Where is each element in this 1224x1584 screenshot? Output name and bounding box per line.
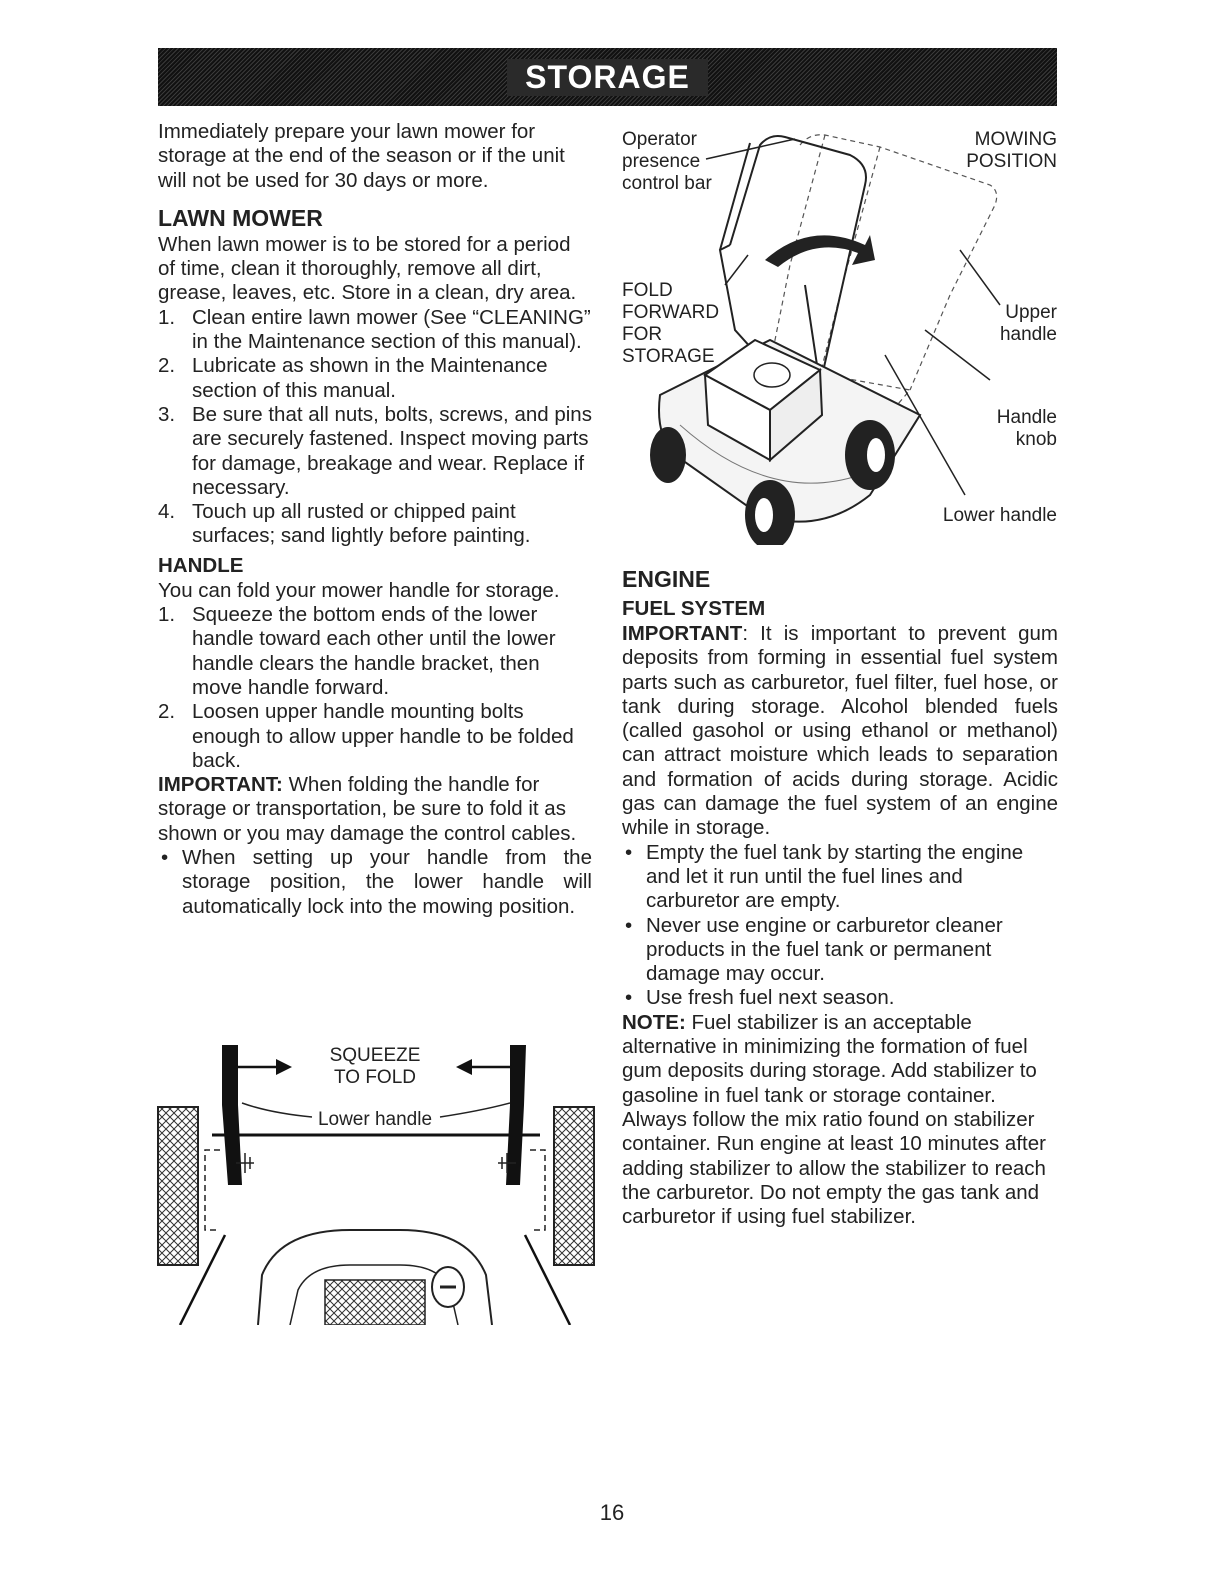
step-text: Clean entire lawn mower (See “CLEANING” in the Maintenance section of this manual). [192,305,591,354]
list-item [158,354,592,403]
important-label: IMPORTANT: [158,773,283,797]
bullet-text: Empty the fuel tank by starting the engine and let it run until the fuel lines and carburetor are empty. [646,840,1024,913]
step-text: Loosen upper handle mounting bolts enough to allow upper handle to be folded back. [192,700,574,772]
intro-paragraph: Immediately prepare your lawn mower for storage at the end of the season or if the unit will not be used for 30 days or more. [158,120,565,192]
right-wheel [554,1107,594,1265]
list-item [158,403,592,500]
operator-label-2: presence [622,151,701,172]
important-text: When folding the handle for storage or transportation, be sure to fold it as shown or you may damage the control cables. [158,773,577,845]
step-text: Be sure that all nuts, bolts, screws, and pins are securely fastened. Inspect moving parts for damage, breakage and wear. Replace if necessary. [192,402,592,499]
engine-heading: ENGINE [622,566,711,592]
note-label: NOTE: [622,1010,686,1034]
step-text: Lubricate as shown in the Maintenance section of this manual. [192,354,548,402]
left-wheel [158,1107,198,1265]
handle-paragraph: You can fold your mower handle for storage. [158,578,560,602]
lawn-mower-heading: LAWN MOWER [158,204,323,231]
squeeze-label-2: TO FOLD [334,1067,416,1088]
squeeze-fold-figure [150,1025,600,1325]
important-label: IMPORTANT [622,622,743,645]
note-paragraph [622,1011,1058,1230]
handle-heading: HANDLE [158,553,244,577]
bullet-text: When setting up your handle from the storage position, the lower handle will automatically lock into the mowing position. [182,846,592,918]
note-text: Fuel stabilizer is an acceptable alternative in minimizing the formation of fuel gum deposits during storage. Add stabilizer to gasoline in fuel tank or storage container. Always follow the mix ratio found on stabilizer container. Run engine at least 10 minutes after adding stabilizer to allow the stabilizer to reach the carburetor. Do not empty the gas tank and carburetor if using fuel stabilizer. [622,1010,1046,1229]
left-column [158,120,592,919]
operator-label-3: control bar [622,173,712,194]
step-number: 1. [158,305,176,329]
section-banner [158,48,1057,106]
lower-handle-label: Lower handle [942,505,1057,526]
handle-knob-label-1: Handle [996,407,1057,428]
fuel-bullets [622,841,1058,1011]
bullet-dot: • [625,986,633,1010]
step-number: 4. [158,500,176,524]
fold-label-4: STORAGE [622,346,715,367]
upper-handle-label-2: handle [999,324,1057,345]
handle-bullets [158,846,592,919]
bullet-dot: • [625,913,633,937]
fold-label-1: FOLD [622,280,673,301]
fold-label-2: FORWARD [622,302,720,323]
bullet-dot: • [161,846,169,870]
wheel-hub [755,498,773,532]
lawn-mower-steps [158,306,592,549]
bullet-text: Never use engine or carburetor cleaner products in the fuel tank or permanent damage may occur. [646,913,1003,986]
mower-fold-illustration [620,125,1060,545]
lawn-mower-paragraph: When lawn mower is to be stored for a period of time, clean it thoroughly, remove all dirt, grease, leaves, etc. Store in a clean, dry area. [158,232,577,305]
upper-handle-label-1: Upper [1005,302,1057,323]
wheel-hub [867,438,885,472]
step-text: Squeeze the bottom ends of the lower handle toward each other until the lower handle clears the handle bracket, then move handle forward. [192,603,556,699]
step-number: 1. [158,603,176,627]
fold-label-3: FOR [622,324,663,345]
handle-knob-label-2: knob [1015,429,1057,450]
engine-vents [325,1280,425,1325]
step-text: Touch up all rusted or chipped paint surfaces; sand lightly before painting. [192,500,531,548]
list-item [622,841,1058,914]
operator-label-1: Operator [622,129,697,150]
section-title: STORAGE [507,59,708,96]
list-item [622,986,1058,1010]
handle-brackets [205,1150,545,1230]
handle-steps [158,603,592,773]
mowing-position-label-1: MOWING [974,129,1057,150]
fold-arrow [765,235,875,267]
step-number: 2. [158,700,176,724]
list-item [158,603,592,700]
bullet-text: Use fresh fuel next season. [646,986,895,1010]
step-number: 2. [158,354,176,378]
handle-knobs [236,1153,516,1173]
wheel [650,427,686,483]
fuel-system-heading: FUEL SYSTEM [622,597,766,620]
important-text: : It is important to prevent gum deposits from forming in essential fuel system parts such as carburetor, fuel filter, fuel hose, or tank during storage. Alcohol blended fuels (called gasohol or using ethanol or methanol) can attract moisture which leads to separation and formation of acids during storage. Acidic gas can damage the fuel system of an engine while in storage. [622,622,1058,840]
engine-cap [754,363,790,387]
list-item [158,846,592,919]
handle-important-paragraph [158,773,592,846]
list-item [622,914,1058,987]
squeeze-label-1: SQUEEZE [329,1045,421,1066]
list-item [158,306,592,355]
list-item [158,500,592,549]
squeeze-fold-illustration [150,1025,600,1325]
mowing-position-label-2: POSITION [966,151,1057,172]
fuel-important-paragraph [622,622,1058,841]
list-item [158,700,592,773]
step-number: 3. [158,402,176,426]
lower-handle-label: Lower handle [317,1109,433,1130]
mower-fold-figure [620,125,1060,545]
page-number: 16 [599,1500,625,1525]
bullet-dot: • [625,840,633,864]
right-column [622,564,1058,1229]
